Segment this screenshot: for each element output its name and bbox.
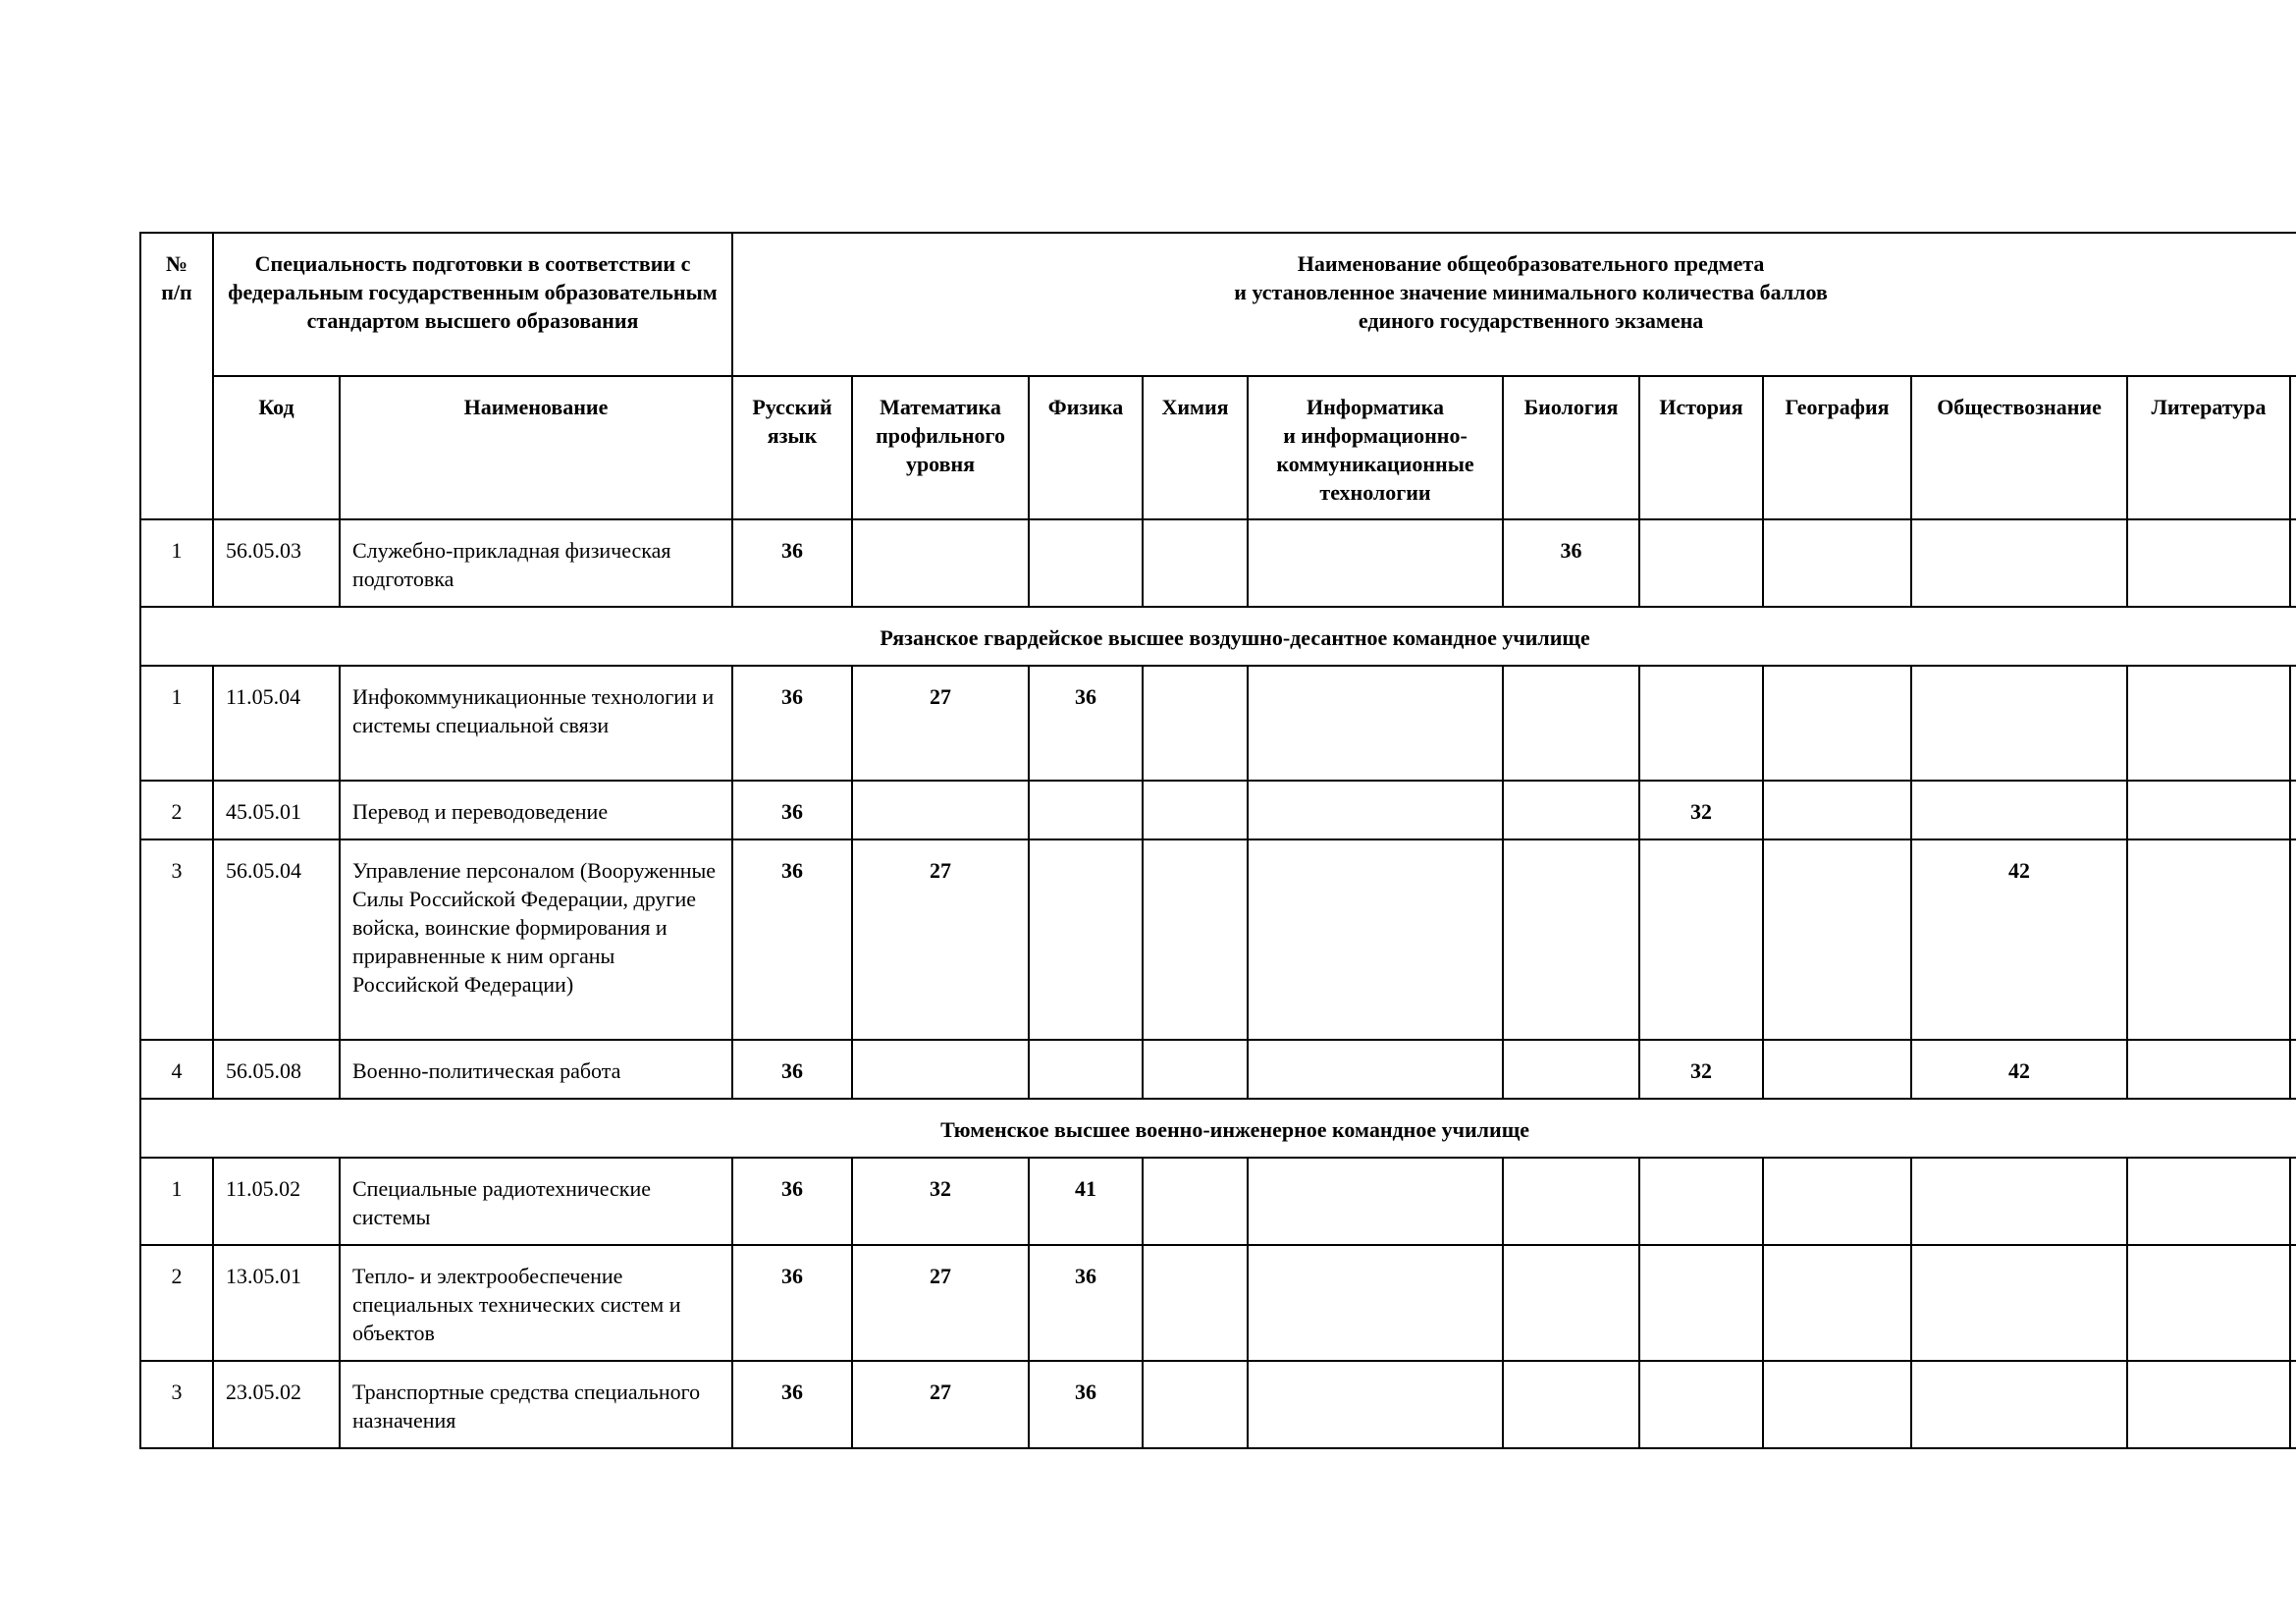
score-cell: 27: [852, 839, 1029, 1040]
score-cell: [1248, 839, 1503, 1040]
header-row-top: [140, 233, 2296, 376]
score-cell: [1248, 1245, 1503, 1361]
score-cell: 36: [732, 1245, 852, 1361]
header-row-bottom: [140, 376, 2296, 519]
score-cell: [1763, 666, 1911, 781]
section-title: Рязанское гвардейское высшее воздушно-десантное командное училище: [140, 607, 2296, 666]
row-number: 2: [140, 781, 213, 839]
score-cell: [1763, 781, 1911, 839]
score-cell: [1911, 666, 2127, 781]
specialty-code: 45.05.01: [213, 781, 340, 839]
score-cell: [852, 781, 1029, 839]
score-cell: [1911, 1361, 2127, 1448]
score-cell: [2127, 839, 2290, 1040]
score-cell: 36: [732, 781, 852, 839]
score-cell: [1763, 1158, 1911, 1245]
specialty-name: Специальные радиотехнические системы: [340, 1158, 732, 1245]
specialty-code: 56.05.08: [213, 1040, 340, 1099]
score-cell: [1029, 839, 1143, 1040]
score-cell: [1911, 1245, 2127, 1361]
score-cell: [1143, 781, 1248, 839]
score-cell: [1248, 1158, 1503, 1245]
score-cell: 36: [732, 666, 852, 781]
specialty-code: 56.05.04: [213, 839, 340, 1040]
row-number: 2: [140, 1245, 213, 1361]
score-cell: [1143, 1040, 1248, 1099]
column-header-subject-cut: [2290, 376, 2296, 519]
score-cell: [1143, 666, 1248, 781]
score-cell: [2127, 519, 2290, 607]
column-header-subject: География: [1763, 376, 1911, 519]
specialty-name: Транспортные средства специального назначения: [340, 1361, 732, 1448]
specialty-name: Управление персоналом (Вооруженные Силы Российской Федерации, другие войска, воинские формирования и приравненные к ним органы Российской Федерации): [340, 839, 732, 1040]
admission-scores-table: [139, 232, 2296, 1449]
score-cell-cut: [2290, 519, 2296, 607]
score-cell: [2127, 1040, 2290, 1099]
column-header-subject: Обществознание: [1911, 376, 2127, 519]
score-cell: 27: [852, 666, 1029, 781]
score-cell: [1503, 1040, 1639, 1099]
specialty-code: 56.05.03: [213, 519, 340, 607]
score-cell: 42: [1911, 1040, 2127, 1099]
score-cell: [2127, 1245, 2290, 1361]
score-cell-cut: [2290, 1245, 2296, 1361]
column-header-subject: Химия: [1143, 376, 1248, 519]
column-header-subject: Математика профильного уровня: [852, 376, 1029, 519]
score-cell: [1763, 519, 1911, 607]
score-cell: 32: [1639, 781, 1763, 839]
score-cell: 42: [1911, 839, 2127, 1040]
column-header-subjects: Наименование общеобразовательного предмета и установленное значение минимального количества баллов единого государственного экзамена: [732, 233, 2296, 376]
score-cell: [1248, 519, 1503, 607]
score-cell: 32: [852, 1158, 1029, 1245]
table-row: [140, 1040, 2296, 1099]
score-cell: [2127, 666, 2290, 781]
column-header-number: № п/п: [140, 233, 213, 519]
score-cell-cut: [2290, 1361, 2296, 1448]
score-cell: [2127, 1158, 2290, 1245]
score-cell: [1911, 781, 2127, 839]
score-cell: [1029, 781, 1143, 839]
column-header-subject: Литература: [2127, 376, 2290, 519]
score-cell: [1143, 1245, 1248, 1361]
specialty-name: Перевод и переводоведение: [340, 781, 732, 839]
column-header-subject: Физика: [1029, 376, 1143, 519]
specialty-code: 11.05.02: [213, 1158, 340, 1245]
section-row: [140, 1099, 2296, 1158]
score-cell: 36: [732, 519, 852, 607]
column-header-subject: Информатика и информационно-коммуникационные технологии: [1248, 376, 1503, 519]
score-cell: [1911, 519, 2127, 607]
column-header-code: Код: [213, 376, 340, 519]
specialty-name: Служебно-прикладная физическая подготовка: [340, 519, 732, 607]
score-cell: 36: [732, 1158, 852, 1245]
section-row: [140, 607, 2296, 666]
column-header-subject: Русский язык: [732, 376, 852, 519]
row-number: 1: [140, 1158, 213, 1245]
score-cell: [1911, 1158, 2127, 1245]
specialty-code: 13.05.01: [213, 1245, 340, 1361]
score-cell: [1248, 781, 1503, 839]
score-cell: 27: [852, 1361, 1029, 1448]
score-cell: [852, 1040, 1029, 1099]
score-cell: [1763, 1361, 1911, 1448]
score-cell: [1143, 839, 1248, 1040]
score-cell: [1763, 839, 1911, 1040]
score-cell: [1248, 1040, 1503, 1099]
score-cell: [1639, 519, 1763, 607]
score-cell: 36: [732, 839, 852, 1040]
score-cell: [1143, 1158, 1248, 1245]
row-number: 4: [140, 1040, 213, 1099]
score-cell: 36: [1503, 519, 1639, 607]
column-header-subject: Биология: [1503, 376, 1639, 519]
score-cell: [1248, 1361, 1503, 1448]
score-cell: 27: [852, 1245, 1029, 1361]
section-title: Тюменское высшее военно-инженерное командное училище: [140, 1099, 2296, 1158]
column-header-name: Наименование: [340, 376, 732, 519]
score-cell: 36: [1029, 1361, 1143, 1448]
score-cell-cut: [2290, 666, 2296, 781]
score-cell: 32: [1639, 1040, 1763, 1099]
table-row: [140, 781, 2296, 839]
score-cell: 36: [1029, 1245, 1143, 1361]
specialty-code: 23.05.02: [213, 1361, 340, 1448]
score-cell: 41: [1029, 1158, 1143, 1245]
score-cell: [1503, 1158, 1639, 1245]
score-cell: [1143, 519, 1248, 607]
score-cell: [1503, 781, 1639, 839]
row-number: 3: [140, 1361, 213, 1448]
specialty-code: 11.05.04: [213, 666, 340, 781]
score-cell: [1029, 1040, 1143, 1099]
row-number: 3: [140, 839, 213, 1040]
specialty-name: Тепло- и электрообеспечение специальных технических систем и объектов: [340, 1245, 732, 1361]
score-cell: [1639, 1245, 1763, 1361]
score-cell: [852, 519, 1029, 607]
column-header-subject: История: [1639, 376, 1763, 519]
score-cell: 36: [732, 1040, 852, 1099]
table-row: [140, 839, 2296, 1040]
score-cell: [1503, 1245, 1639, 1361]
table-row: [140, 1361, 2296, 1448]
table-row: [140, 1245, 2296, 1361]
score-cell-cut: [2290, 1158, 2296, 1245]
score-cell-cut: [2290, 781, 2296, 839]
score-cell: [1639, 839, 1763, 1040]
score-cell: [1503, 839, 1639, 1040]
table-body: [140, 519, 2296, 1448]
score-cell: 36: [732, 1361, 852, 1448]
table-row: [140, 519, 2296, 607]
score-cell: [1248, 666, 1503, 781]
score-cell: [2127, 1361, 2290, 1448]
score-cell: [1029, 519, 1143, 607]
score-cell: [2127, 781, 2290, 839]
score-cell: 36: [1029, 666, 1143, 781]
specialty-name: Военно-политическая работа: [340, 1040, 732, 1099]
score-cell: [1639, 666, 1763, 781]
specialty-name: Инфокоммуникационные технологии и системы специальной связи: [340, 666, 732, 781]
score-cell: [1639, 1158, 1763, 1245]
score-cell: [1503, 666, 1639, 781]
table-row: [140, 666, 2296, 781]
score-cell: [1763, 1245, 1911, 1361]
score-cell: [1639, 1361, 1763, 1448]
score-cell-cut: [2290, 1040, 2296, 1099]
row-number: 1: [140, 519, 213, 607]
table-row: [140, 1158, 2296, 1245]
row-number: 1: [140, 666, 213, 781]
score-cell: [1763, 1040, 1911, 1099]
score-cell: [1503, 1361, 1639, 1448]
column-header-specialty: Специальность подготовки в соответствии с федеральным государственным образовательным стандартом высшего образования: [213, 233, 732, 376]
score-cell: [1143, 1361, 1248, 1448]
score-cell-cut: [2290, 839, 2296, 1040]
